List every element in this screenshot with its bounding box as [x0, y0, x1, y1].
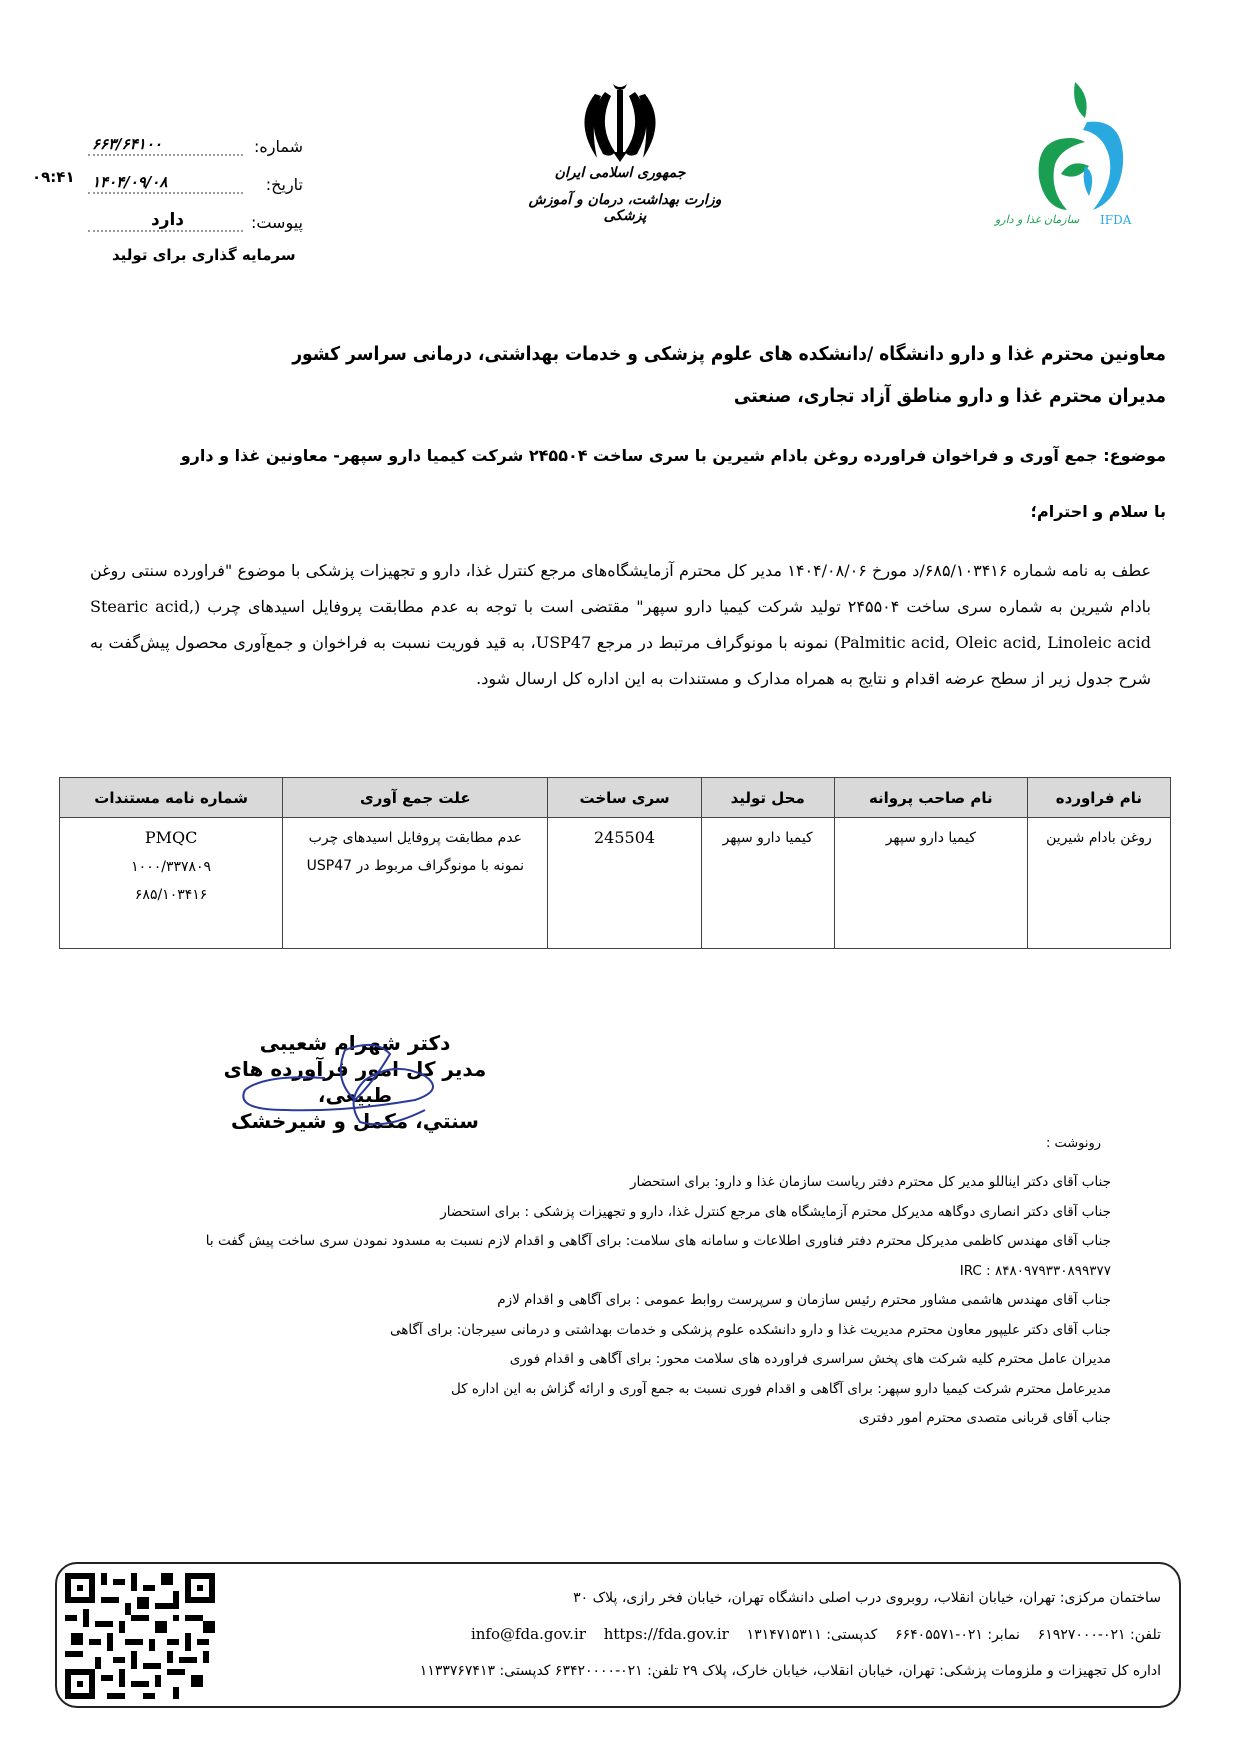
- table-row: [60, 818, 1171, 949]
- addressee-line: مدیران محترم غذا و دارو مناطق آزاد تجاری، صنعتی: [733, 385, 1166, 407]
- footer-contact-line: [231, 1616, 1161, 1653]
- column-header-license-holder: نام صاحب پروانه: [834, 778, 1027, 818]
- letter-time: ۰۹:۴۱: [32, 168, 75, 186]
- document-code: PMQC: [144, 828, 198, 847]
- ifda-logo-icon: [1005, 78, 1145, 218]
- fax-label: نمابر:: [987, 1627, 1020, 1643]
- cell-license-holder: کیمیا دارو سپهر: [834, 818, 1027, 949]
- letter-body: عطف به نامه شماره ۶۸۵/۱۰۳۴۱۶/د مورخ ۱۴۰۴/۰۸/۰۶ مدیر کل محترم آزمایشگاه‌های مرجع کنترل غذا، دارو و تجهیزات پزشکی با موضوع "فراورده سنتی روغن بادام شیرین به شماره سری ساخت ۲۴۵۵۰۴ تولید شرکت کیمیا دارو سپهر" مقتضی است با توجه به عدم مطابقت پروفایل اسیدهای چرب (Stearic acid, Palmitic acid, Oleic acid, Linoleic acid) نمونه با مونوگراف مرتبط در مرجع USP47، به قید فوریت نسبت به فراخوان و جمع‌آوری محصول پیش‌گفت به شرح جدول زیر از سطح عرضه اقدام و نتایج به همراه مدارک و مستندات به این اداره کل ارسال شود.: [90, 561, 1152, 688]
- motto: سرمایه گذاری برای تولید: [112, 246, 296, 264]
- postal-label: کدپستی:: [826, 1627, 878, 1643]
- letter-attachment-row: [88, 194, 303, 232]
- cell-manufacturer: کیمیا دارو سپهر: [701, 818, 834, 949]
- column-header-manufacturer: محل تولید: [701, 778, 834, 818]
- cell-reason: [283, 818, 548, 949]
- cc-label: رونوشت :: [1045, 1136, 1101, 1151]
- footer-contact: [231, 1580, 1161, 1689]
- cc-item: جناب آقای دکتر ایناللو مدیر کل محترم دفتر ریاست سازمان غذا و دارو: برای استحضار: [629, 1174, 1111, 1190]
- irc-code: IRC : ۸۴۸۰۹۷۹۳۳۰۸۹۹۳۷۷: [959, 1262, 1111, 1279]
- batch-number: 245504: [593, 828, 656, 847]
- qr-code-icon[interactable]: [65, 1572, 215, 1700]
- cell-document: [60, 818, 283, 949]
- signatory-name: دکتر شهرام شعیبی: [259, 1031, 451, 1055]
- cc-item: جناب آقای قربانی متصدی محترم امور دفتری: [858, 1410, 1111, 1426]
- table-header-row: [60, 778, 1171, 818]
- footer-branch-address: اداره کل تجهیزات و ملزومات پزشکی: تهران، خیابان انقلاب، خیابان خارک، پلاک ۲۹ تلفن: ۰۲۱-۶۳۴۲۰۰۰۰ کدپستی: ۱۱۳۳۷۶۷۴۱۳: [419, 1663, 1161, 1679]
- cc-item: جناب آقای مهندس کاظمی مدیرکل محترم دفتر فناوری اطلاعات و سامانه های سلامت: برای آگاهی و اقدام لازم نسبت به مسدود نمودن سری ساخت پیش گفت با: [205, 1233, 1111, 1249]
- cc-item: جناب آقای دکتر علیپور معاون محترم مدیریت غذا و دارو دانشکده علوم پزشکی و خدمات بهداشتی و درمانی سیرجان: برای آگاهی: [389, 1321, 1111, 1338]
- cc-item-irc: [31, 1257, 1111, 1287]
- cc-item: مدیرعامل محترم شرکت کیمیا دارو سپهر: برای آگاهی و اقدام فوری نسبت به جمع آوری و ارائه گزاش به این اداره کل: [450, 1380, 1111, 1397]
- letter-number-label: شماره:: [253, 137, 303, 156]
- phone-number: ۰۲۱-۶۱۹۲۷۰۰۰: [1037, 1627, 1126, 1643]
- column-header-batch: سری ساخت: [548, 778, 701, 818]
- reason-line: نمونه با مونوگراف مربوط در USP47: [306, 858, 525, 874]
- postal-code: ۱۳۱۴۷۱۵۳۱۱: [746, 1627, 822, 1643]
- letter-attachment-value: دارد: [88, 210, 243, 232]
- signatory-title: سنتي، مکمل و شیرخشک: [231, 1109, 479, 1133]
- signature-block: [190, 1030, 520, 1134]
- letter-attachment-label: پیوست:: [250, 213, 303, 232]
- footer-address: ساختمان مرکزی: تهران، خیابان انقلاب، روبروی درب اصلی دانشگاه تهران، خیابان فخر رازی، پلاک ۳۰: [573, 1590, 1161, 1606]
- cc-list: [31, 1168, 1111, 1434]
- letter-footer: [55, 1562, 1181, 1708]
- ifda-name-en: IFDA: [1100, 213, 1132, 227]
- cc-item: جناب آقای دکتر انصاری دوگاهه مدیرکل محترم آزمایشگاه های مرجع کنترل غذا، دارو و تجهیزات پزشکی : برای استحضار: [440, 1203, 1111, 1220]
- iran-emblem: [560, 78, 680, 168]
- website-link[interactable]: https://fda.gov.ir: [603, 1625, 729, 1643]
- signatory-title: مدیر کل امور فرآورده های طبیعی،: [223, 1057, 487, 1107]
- emblem-icon: [575, 78, 665, 168]
- fax-number: ۰۲۱-۶۶۴۰۵۵۷۱: [895, 1627, 983, 1643]
- phone-label: تلفن:: [1130, 1627, 1161, 1643]
- cc-item: مدیران عامل محترم کلیه شرکت های پخش سراسری فراورده های سلامت محور: برای آگاهی و اقدام فوری: [509, 1351, 1111, 1367]
- document-number: ۶۸۵/۱۰۳۴۱۶: [134, 887, 208, 903]
- reason-line: عدم مطابقت پروفایل اسیدهای چرب: [308, 830, 523, 846]
- letter-number-value: ۶۶۳/۶۴۱۰۰: [88, 134, 243, 156]
- letter-number-row: [88, 118, 303, 156]
- ifda-name-fa: سازمان غذا و دارو: [995, 213, 1080, 226]
- letter-date-label: تاریخ:: [265, 175, 303, 194]
- letter-subject: موضوع: جمع آوری و فراخوان فراورده روغن بادام شیرین با سری ساخت ۲۴۵۵۰۴ شرکت کیمیا دارو سپهر- معاونین غذا و دارو: [180, 446, 1166, 465]
- addressee-line: معاونین محترم غذا و دارو دانشگاه /دانشکده های علوم پزشکی و خدمات بهداشتی، درمانی سراسر کشور: [292, 343, 1166, 365]
- column-header-document: شماره نامه مستندات: [60, 778, 283, 818]
- letter-date-value: ۱۴۰۴/۰۹/۰۸: [88, 172, 243, 194]
- column-header-product: نام فراورده: [1027, 778, 1170, 818]
- cell-batch: [548, 818, 701, 949]
- column-header-reason: علت جمع آوری: [283, 778, 548, 818]
- letter-meta: [32, 118, 303, 232]
- letter-greeting: با سلام و احترام؛: [1030, 502, 1166, 521]
- cell-product: روغن بادام شیرین: [1027, 818, 1170, 949]
- email-link[interactable]: info@fda.gov.ir: [470, 1625, 586, 1643]
- emblem-country: جمهوری اسلامی ایران: [554, 165, 686, 181]
- emblem-ministry: وزارت بهداشت، درمان و آموزش پزشکی: [528, 192, 722, 224]
- document-number: ۱۰۰۰/۳۳۷۸۰۹: [131, 859, 212, 875]
- recall-table: [59, 777, 1171, 949]
- cc-item: جناب آقای مهندس هاشمی مشاور محترم رئیس سازمان و سرپرست روابط عمومی : برای آگاهی و اقدام لازم: [497, 1292, 1111, 1308]
- letter-date-row: [88, 156, 303, 194]
